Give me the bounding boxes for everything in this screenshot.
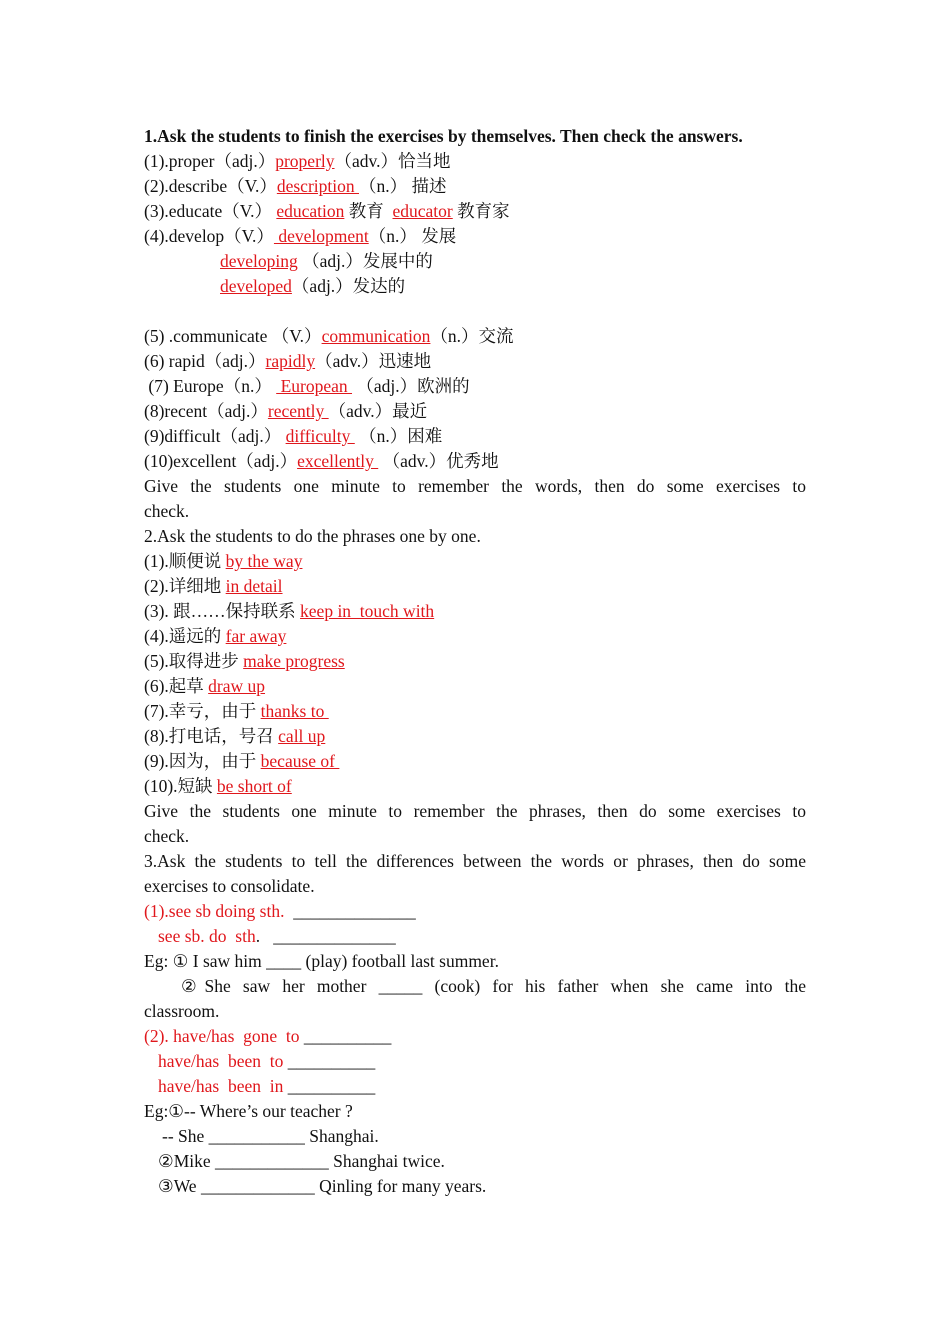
example1-line1: Eg: ① I saw him ____ (play) football last summer. xyxy=(144,951,499,971)
section1-remember-text: Give the students one minute to remember the words, then do some exercises to xyxy=(144,476,806,496)
section3-heading: 3.Ask the students to tell the differences between the words or phrases, then do some xyxy=(144,851,806,871)
phrase-item-9: (9).因为，由于 because of xyxy=(144,751,340,771)
word-item-5: (5) .communicate （V.）communication（n.）交流 xyxy=(144,326,514,346)
word-item-1: (1).proper（adj.）properly（adv.）恰当地 xyxy=(144,151,451,171)
word-item-7: (7) Europe（n.） European （adj.）欧洲的 xyxy=(144,376,470,396)
section2-heading: 2.Ask the students to do the phrases one by one. xyxy=(144,526,481,546)
word-item-4c: developed（adj.）发达的 xyxy=(220,276,406,296)
answer: properly xyxy=(275,151,335,171)
answer: developed xyxy=(220,276,292,296)
answer: recently xyxy=(267,401,329,421)
answer: make progress xyxy=(243,651,345,671)
phrase-been-in: have/has been in xyxy=(158,1076,284,1096)
pair2-line-c xyxy=(158,1074,806,1099)
phrase-item-1: (1).顺便说 by the way xyxy=(144,551,303,571)
phrase-item-8: (8).打电话，号召 call up xyxy=(144,726,326,746)
word-item-8: (8)recent（adj.）recently （adv.）最近 xyxy=(144,401,428,421)
word-item-2: (2).describe（V.）description （n.） 描述 xyxy=(144,176,447,196)
answer: developing xyxy=(220,251,298,271)
phrase-item-6: (6).起草 draw up xyxy=(144,676,266,696)
section2-remember-text-cont: check. xyxy=(144,826,190,846)
pair2-line-a: (2). have/has gone to __________ xyxy=(144,1026,392,1046)
phrase-item-10: (10).短缺 be short of xyxy=(144,776,292,796)
section3-heading-cont: exercises to consolidate. xyxy=(144,876,315,896)
answer: communication xyxy=(321,326,431,346)
example2-line2: -- She ___________ Shanghai. xyxy=(162,1126,379,1146)
answer: excellently xyxy=(297,451,379,471)
answer: European xyxy=(276,376,353,396)
answer-blank: __________ xyxy=(283,1076,376,1096)
word-item-9: (9)difficult（adj.） difficulty （n.）困难 xyxy=(144,426,443,446)
answer: be short of xyxy=(216,776,292,796)
answer: in detail xyxy=(225,576,283,596)
word-item-10: (10)excellent（adj.）excellently （adv.）优秀地 xyxy=(144,451,499,471)
word-item-3: (3).educate（V.） education 教育 educator 教育家 xyxy=(144,201,510,221)
example1-line3: classroom. xyxy=(144,1001,220,1021)
answer: by the way xyxy=(225,551,303,571)
example1-line2: ②She saw her mother _____ (cook) for his father when she came into the xyxy=(181,976,806,996)
answer: education xyxy=(276,201,345,221)
answer: because of xyxy=(260,751,340,771)
pair2-line-b xyxy=(158,1049,806,1074)
answer: development xyxy=(273,226,369,246)
answer-blank: ______________ xyxy=(284,901,416,921)
answer: call up xyxy=(278,726,326,746)
answer: rapidly xyxy=(265,351,316,371)
answer-2: educator xyxy=(392,201,453,221)
answer: difficulty xyxy=(285,426,355,446)
section1-remember-text-cont: check. xyxy=(144,501,190,521)
answer: description xyxy=(276,176,359,196)
phrase-item-4: (4).遥远的 far away xyxy=(144,626,287,646)
section1-heading: 1.Ask the students to finish the exercises by themselves. Then check the answers. xyxy=(144,126,743,146)
phrase-see-do: see sb. do sth xyxy=(158,926,256,946)
pair1-line-b xyxy=(158,924,806,949)
example2-line1: Eg:①-- Where’s our teacher ? xyxy=(144,1101,353,1121)
phrase-item-5: (5).取得进步 make progress xyxy=(144,651,345,671)
phrase-item-7: (7).幸亏，由于 thanks to xyxy=(144,701,329,721)
answer: far away xyxy=(225,626,287,646)
phrase-been-to: have/has been to xyxy=(158,1051,284,1071)
word-item-6: (6) rapid（adj.）rapidly（adv.）迅速地 xyxy=(144,351,432,371)
word-item-4b: developing （adj.）发展中的 xyxy=(220,251,433,271)
answer-blank: . ______________ xyxy=(255,926,396,946)
example2-line3: ②Mike _____________ Shanghai twice. xyxy=(158,1151,445,1171)
phrase-see-doing: see sb doing sth. xyxy=(168,901,285,921)
section2-remember-text: Give the students one minute to remember the phrases, then do some exercises to xyxy=(144,801,806,821)
answer-blank: __________ xyxy=(299,1026,392,1046)
phrase-item-2: (2).详细地 in detail xyxy=(144,576,283,596)
word-item-4: (4).develop（V.） development（n.） 发展 xyxy=(144,226,457,246)
phrase-item-3: (3). 跟……保持联系 keep in touch with xyxy=(144,601,435,621)
answer-blank: __________ xyxy=(283,1051,376,1071)
phrase-gone-to: have/has gone to xyxy=(173,1026,300,1046)
pair1-line-a: (1).see sb doing sth. ______________ xyxy=(144,901,416,921)
answer: keep in touch with xyxy=(300,601,435,621)
answer: draw up xyxy=(208,676,266,696)
answer: thanks to xyxy=(260,701,329,721)
example2-line4: ③We _____________ Qinling for many years. xyxy=(158,1176,487,1196)
